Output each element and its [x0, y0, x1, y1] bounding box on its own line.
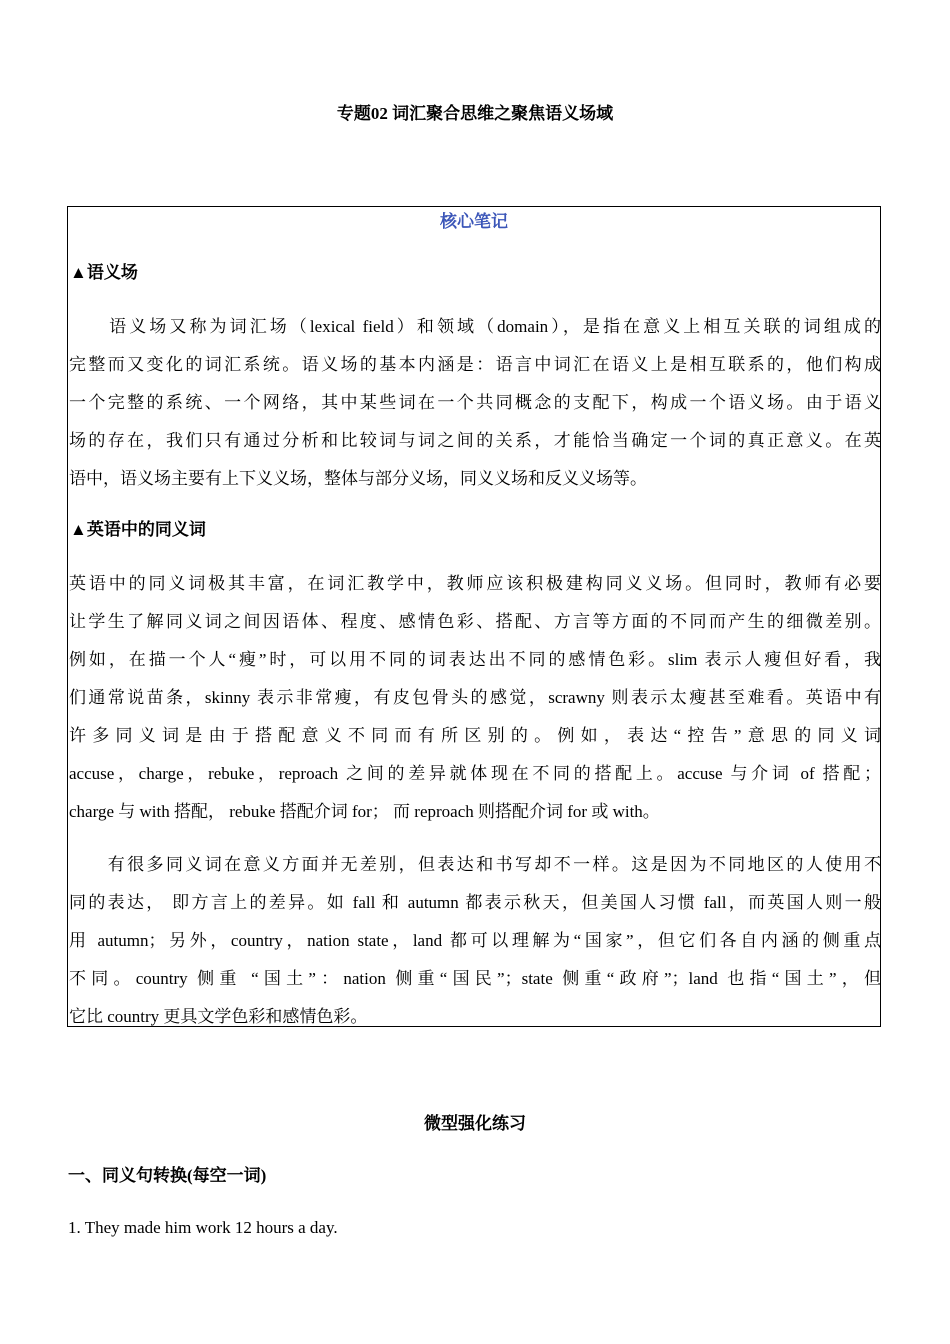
paragraph-line: 一个完整的系统、一个网络，其中某些词在一个共同概念的支配下，构成一个语义场。由于语义: [69, 393, 881, 412]
paragraph-line: 用 autumn；另外，country，nation state，land 都可以理解为“国家”，但它们各自内涵的侧重点: [69, 931, 881, 950]
paragraph-line: 英语中的同义词极其丰富，在词汇教学中，教师应该积极建构同义义场。但同时，教师有必要: [69, 574, 881, 593]
paragraph-line: 例如，在描一个人“瘦”时，可以用不同的词表达出不同的感情色彩。slim 表示人瘦但好看，我: [69, 650, 881, 669]
paragraph-line: 它比 country 更具文学色彩和感情色彩。: [69, 1007, 368, 1026]
practice-title: 微型强化练习: [424, 1114, 526, 1133]
paragraph-synonyms-2: [69, 846, 881, 1036]
paragraph-line: accuse，charge，rebuke，reproach 之间的差异就体现在不同的搭配上。accuse 与介词 of 搭配；: [69, 764, 881, 783]
section-heading-synonyms: ▲英语中的同义词: [70, 520, 206, 539]
page-title: 专题02 词汇聚合思维之聚焦语义场域: [336, 104, 614, 123]
paragraph-line: 语中，语义场主要有上下义义场，整体与部分义场，同义义场和反义义场等。: [69, 469, 647, 488]
paragraph-line: 们通常说苗条，skinny 表示非常瘦，有皮包骨头的感觉，scrawny 则表示太瘦甚至难看。英语中有: [69, 688, 881, 707]
practice-section-heading: 一、同义句转换(每空一词): [68, 1166, 267, 1185]
paragraph-line: 不同。country 侧重 “国土”：nation 侧重“国民”；state 侧重“政府”；land 也指“国土”，但: [69, 969, 881, 988]
core-notes-heading: 核心笔记: [440, 212, 508, 231]
paragraph-line: 有很多同义词在意义方面并无差别，但表达和书写却不一样。这是因为不同地区的人使用不: [69, 855, 881, 874]
section-heading-semantic-field: ▲语义场: [70, 263, 138, 282]
paragraph-line: 场的存在，我们只有通过分析和比较词与词之间的关系，才能恰当确定一个词的真正意义。在英: [69, 431, 881, 450]
paragraph-synonyms-1: [69, 565, 881, 831]
paragraph-line: 许多同义词是由于搭配意义不同而有所区别的。例如，表达“控告”意思的同义词: [69, 726, 881, 745]
paragraph-line: 语义场又称为词汇场（lexical field）和领域（domain），是指在意义上相互关联的词组成的: [69, 317, 881, 336]
question-item: 1. They made him work 12 hours a day.: [68, 1218, 338, 1237]
paragraph-semantic-field: [69, 308, 881, 498]
paragraph-line: 让学生了解同义词之间因语体、程度、感情色彩、搭配、方言等方面的不同而产生的细微差别。: [69, 612, 881, 631]
paragraph-line: 同的表达， 即方言上的差异。如 fall 和 autumn 都表示秋天，但美国人习惯 fall，而英国人则一般: [69, 893, 881, 912]
paragraph-line: charge 与 with 搭配， rebuke 搭配介词 for； 而 reproach 则搭配介词 for 或 with。: [69, 802, 660, 821]
paragraph-line: 完整而又变化的词汇系统。语义场的基本内涵是：语言中词汇在语义上是相互联系的，他们构成: [69, 355, 881, 374]
core-notes-box: [67, 206, 881, 1027]
